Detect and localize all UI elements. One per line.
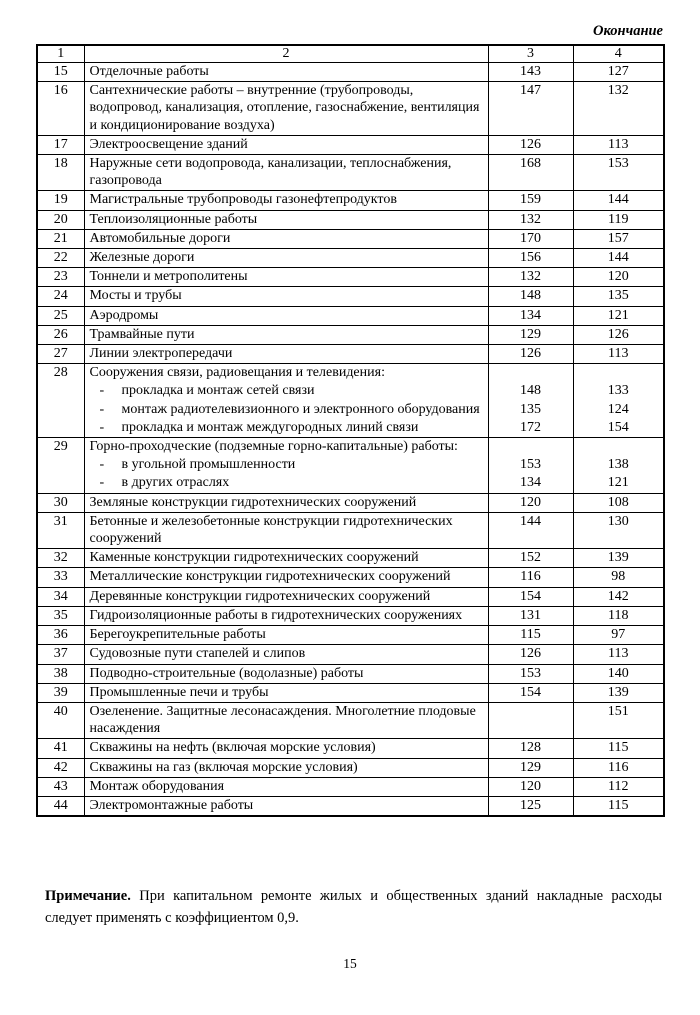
- table-row: [37, 382, 664, 400]
- value-col-4: 98: [573, 568, 664, 587]
- work-description-text: Отделочные работы: [89, 64, 209, 79]
- work-description-text: Железные дороги: [89, 250, 195, 266]
- value-col-3: 120: [488, 493, 573, 512]
- value-col-3: 116: [488, 568, 573, 587]
- work-description-text: Сооружения связи, радиовещания и телевидения:: [89, 365, 385, 381]
- row-number: [37, 401, 84, 419]
- work-description-text: Сантехнические работы – внутренние (трубопроводы, водопровод, канализация, отопление, газоснабжение, вентиляция и кондиционирование воздуха): [89, 83, 480, 133]
- continuation-label: Окончание: [593, 23, 663, 39]
- row-number: 33: [37, 568, 84, 587]
- row-number: 42: [37, 758, 84, 777]
- value-col-3: [488, 702, 573, 738]
- value-col-3: 132: [488, 210, 573, 229]
- work-description-text: Тоннели и метрополитены: [89, 269, 248, 285]
- work-description-text: Горно-проходческие (подземные горно-капитальные) работы:: [89, 439, 458, 455]
- work-description-text: монтаж радиотелевизионного и электронного оборудования: [121, 401, 480, 417]
- table-row: [37, 664, 664, 683]
- work-description: [84, 796, 488, 816]
- table-row: [37, 549, 664, 568]
- work-description-text: Скважины на нефть (включая морские условия): [89, 740, 376, 756]
- work-description: [84, 401, 488, 419]
- value-col-4: 153: [573, 155, 664, 191]
- table-row: [37, 606, 664, 625]
- value-col-4: 119: [573, 210, 664, 229]
- work-description-text: Аэродромы: [89, 307, 159, 323]
- value-col-4: 140: [573, 664, 664, 683]
- work-description: [84, 229, 488, 248]
- value-col-3: 159: [488, 191, 573, 210]
- value-col-4: 121: [573, 306, 664, 325]
- work-description-text: Гидроизоляционные работы в гидротехнических сооружениях: [89, 607, 463, 623]
- table-row: [37, 702, 664, 738]
- value-col-3: 126: [488, 645, 573, 664]
- table-row: [37, 493, 664, 512]
- value-col-3: 120: [488, 777, 573, 796]
- table-row: [37, 512, 664, 548]
- work-description-text: Подводно-строительные (водолазные) работы: [89, 665, 364, 681]
- value-col-3: 170: [488, 229, 573, 248]
- value-col-3: 126: [488, 135, 573, 154]
- table-row: [37, 249, 664, 268]
- value-col-4: 113: [573, 645, 664, 664]
- table-row: [37, 419, 664, 438]
- work-description: [84, 456, 488, 474]
- work-description: [84, 549, 488, 568]
- work-description-text: прокладка и монтаж сетей связи: [121, 383, 315, 399]
- row-number: 39: [37, 683, 84, 702]
- work-description: [84, 191, 488, 210]
- work-description-text: Каменные конструкции гидротехнических сооружений: [89, 550, 419, 566]
- row-number: 22: [37, 249, 84, 268]
- row-number: 36: [37, 626, 84, 645]
- table-row: [37, 306, 664, 325]
- value-col-4: 112: [573, 777, 664, 796]
- value-col-4: 116: [573, 758, 664, 777]
- row-number: [37, 474, 84, 493]
- work-description: [84, 758, 488, 777]
- value-col-3: 115: [488, 626, 573, 645]
- work-description: [84, 287, 488, 306]
- value-col-4: 130: [573, 512, 664, 548]
- value-col-4: 138: [573, 456, 664, 474]
- value-col-4: 133: [573, 382, 664, 400]
- work-description: [84, 438, 488, 457]
- table-row: [37, 568, 664, 587]
- table-row: [37, 287, 664, 306]
- table-row: [37, 739, 664, 758]
- work-description: [84, 82, 488, 136]
- work-description: [84, 664, 488, 683]
- column-header-3: 3: [488, 45, 573, 63]
- table-row: [37, 135, 664, 154]
- table-row: [37, 626, 664, 645]
- value-col-4: [573, 364, 664, 383]
- work-description: [84, 249, 488, 268]
- table-row: [37, 401, 664, 419]
- work-description-text: Берегоукрепительные работы: [89, 627, 266, 643]
- value-col-3: 135: [488, 401, 573, 419]
- value-col-4: 135: [573, 287, 664, 306]
- table-row: [37, 63, 664, 82]
- value-col-4: 121: [573, 474, 664, 493]
- value-col-4: 144: [573, 191, 664, 210]
- work-description: [84, 645, 488, 664]
- value-col-4: 97: [573, 626, 664, 645]
- value-col-4: 139: [573, 683, 664, 702]
- work-description: [84, 512, 488, 548]
- work-description: [84, 364, 488, 383]
- work-description-text: Магистральные трубопроводы газонефтепродуктов: [89, 192, 397, 208]
- row-number: 28: [37, 364, 84, 383]
- table-row: [37, 587, 664, 606]
- dash-marker: -: [99, 401, 105, 417]
- value-col-3: 126: [488, 345, 573, 364]
- value-col-3: 154: [488, 587, 573, 606]
- value-col-4: 127: [573, 63, 664, 82]
- value-col-4: 113: [573, 345, 664, 364]
- work-description-text: Озеленение. Защитные лесонасаждения. Многолетние плодовые насаждения: [89, 703, 476, 737]
- work-description-text: Автомобильные дороги: [89, 230, 231, 246]
- value-col-4: 115: [573, 796, 664, 816]
- column-header-1: 1: [37, 45, 84, 63]
- value-col-4: 154: [573, 419, 664, 438]
- value-col-4: 118: [573, 606, 664, 625]
- row-number: 29: [37, 438, 84, 457]
- work-description-text: Линии электропередачи: [89, 346, 233, 362]
- dash-marker: -: [99, 457, 105, 473]
- row-number: 16: [37, 82, 84, 136]
- work-description-text: Монтаж оборудования: [89, 778, 225, 794]
- work-description-text: Скважины на газ (включая морские условия): [89, 759, 358, 775]
- work-description-text: Деревянные конструкции гидротехнических сооружений: [89, 588, 431, 604]
- work-description-text: Электроосвещение зданий: [89, 136, 248, 152]
- row-number: 30: [37, 493, 84, 512]
- row-number: 44: [37, 796, 84, 816]
- value-col-4: 115: [573, 739, 664, 758]
- table-header-row: [37, 45, 664, 63]
- value-col-3: 168: [488, 155, 573, 191]
- row-number: 34: [37, 587, 84, 606]
- work-description: [84, 702, 488, 738]
- value-col-3: [488, 438, 573, 457]
- row-number: 18: [37, 155, 84, 191]
- table-row: [37, 438, 664, 457]
- table-row: [37, 364, 664, 383]
- value-col-3: 148: [488, 287, 573, 306]
- value-col-4: 157: [573, 229, 664, 248]
- row-number: 17: [37, 135, 84, 154]
- value-col-4: [573, 438, 664, 457]
- work-description-text: Трамвайные пути: [89, 326, 195, 342]
- table-row: [37, 645, 664, 664]
- work-description-text: Мосты и трубы: [89, 288, 182, 304]
- value-col-3: 144: [488, 512, 573, 548]
- value-col-3: 131: [488, 606, 573, 625]
- work-description: [84, 683, 488, 702]
- value-col-3: 134: [488, 474, 573, 493]
- note: [45, 886, 662, 929]
- dash-marker: -: [99, 419, 105, 435]
- work-description: [84, 155, 488, 191]
- column-header-2: 2: [84, 45, 488, 63]
- table-row: [37, 191, 664, 210]
- value-col-4: 120: [573, 268, 664, 287]
- work-description-text: Промышленные печи и трубы: [89, 684, 269, 700]
- value-col-3: 156: [488, 249, 573, 268]
- table-row: [37, 82, 664, 136]
- work-description-text: Теплоизоляционные работы: [89, 211, 258, 227]
- work-description: [84, 626, 488, 645]
- row-number: 25: [37, 306, 84, 325]
- work-description-text: Судовозные пути стапелей и слипов: [89, 646, 306, 662]
- row-number: [37, 382, 84, 400]
- row-number: 27: [37, 345, 84, 364]
- row-number: 43: [37, 777, 84, 796]
- value-col-3: 129: [488, 758, 573, 777]
- work-description-text: Наружные сети водопровода, канализации, теплоснабжения, газопровода: [89, 156, 452, 189]
- work-description: [84, 306, 488, 325]
- overhead-rates-table: [36, 44, 665, 817]
- dash-marker: -: [99, 383, 105, 399]
- work-description: [84, 568, 488, 587]
- table-row: [37, 474, 664, 493]
- value-col-3: 148: [488, 382, 573, 400]
- work-description: [84, 135, 488, 154]
- value-col-4: 132: [573, 82, 664, 136]
- value-col-4: 126: [573, 325, 664, 344]
- value-col-3: 154: [488, 683, 573, 702]
- value-col-4: 108: [573, 493, 664, 512]
- work-description: [84, 606, 488, 625]
- note-text: При капитальном ремонте жилых и общественных зданий накладные расходы следует применять с коэффициентом 0,9.: [45, 888, 662, 926]
- row-number: [37, 456, 84, 474]
- work-description: [84, 63, 488, 82]
- row-number: 31: [37, 512, 84, 548]
- work-description: [84, 587, 488, 606]
- table-row: [37, 683, 664, 702]
- work-description: [84, 382, 488, 400]
- work-description: [84, 268, 488, 287]
- table-row: [37, 268, 664, 287]
- table-row: [37, 345, 664, 364]
- value-col-4: 142: [573, 587, 664, 606]
- column-header-4: 4: [573, 45, 664, 63]
- work-description-text: в угольной промышленности: [121, 457, 296, 473]
- row-number: 35: [37, 606, 84, 625]
- value-col-3: 153: [488, 456, 573, 474]
- value-col-4: 151: [573, 702, 664, 738]
- value-col-3: 128: [488, 739, 573, 758]
- work-description: [84, 493, 488, 512]
- work-description-text: в других отраслях: [121, 475, 230, 491]
- work-description-text: Металлические конструкции гидротехнических сооружений: [89, 569, 451, 585]
- work-description-text: Электромонтажные работы: [89, 797, 254, 813]
- row-number: [37, 419, 84, 438]
- work-description: [84, 345, 488, 364]
- value-col-3: 125: [488, 796, 573, 816]
- row-number: 38: [37, 664, 84, 683]
- row-number: 20: [37, 210, 84, 229]
- table-row: [37, 777, 664, 796]
- value-col-3: 132: [488, 268, 573, 287]
- value-col-3: 172: [488, 419, 573, 438]
- table-row: [37, 456, 664, 474]
- value-col-3: 129: [488, 325, 573, 344]
- value-col-4: 139: [573, 549, 664, 568]
- row-number: 37: [37, 645, 84, 664]
- table-row: [37, 325, 664, 344]
- value-col-4: 144: [573, 249, 664, 268]
- work-description-text: Бетонные и железобетонные конструкции гидротехнических сооружений: [89, 513, 453, 547]
- value-col-4: 124: [573, 401, 664, 419]
- work-description: [84, 474, 488, 493]
- work-description: [84, 419, 488, 438]
- row-number: 23: [37, 268, 84, 287]
- row-number: 19: [37, 191, 84, 210]
- table-row: [37, 155, 664, 191]
- work-description-text: прокладка и монтаж междугородных линий связи: [121, 419, 419, 435]
- work-description-text: Земляные конструкции гидротехнических сооружений: [89, 494, 417, 510]
- value-col-3: 143: [488, 63, 573, 82]
- value-col-3: 153: [488, 664, 573, 683]
- table-row: [37, 758, 664, 777]
- value-col-3: 134: [488, 306, 573, 325]
- value-col-3: [488, 364, 573, 383]
- work-description: [84, 210, 488, 229]
- table-row: [37, 796, 664, 816]
- row-number: 41: [37, 739, 84, 758]
- work-description: [84, 325, 488, 344]
- work-description: [84, 739, 488, 758]
- row-number: 26: [37, 325, 84, 344]
- page-number: 15: [343, 956, 357, 971]
- row-number: 40: [37, 702, 84, 738]
- table-row: [37, 229, 664, 248]
- dash-marker: -: [99, 475, 105, 491]
- value-col-3: 147: [488, 82, 573, 136]
- row-number: 32: [37, 549, 84, 568]
- work-description: [84, 777, 488, 796]
- note-label: Примечание.: [45, 888, 131, 904]
- table-row: [37, 210, 664, 229]
- value-col-3: 152: [488, 549, 573, 568]
- row-number: 15: [37, 63, 84, 82]
- value-col-4: 113: [573, 135, 664, 154]
- row-number: 21: [37, 229, 84, 248]
- row-number: 24: [37, 287, 84, 306]
